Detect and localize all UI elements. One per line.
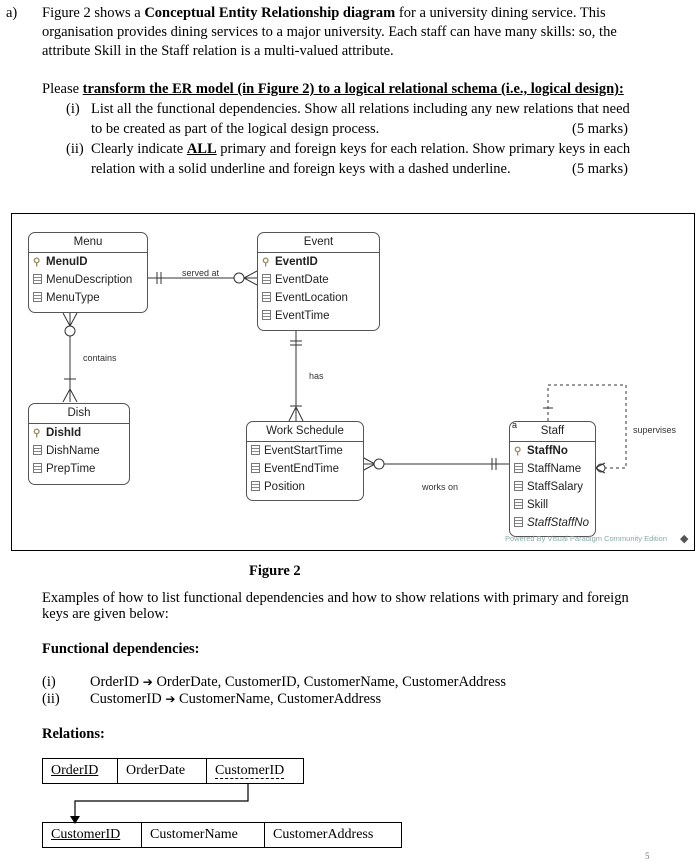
- order-relation: [42, 758, 304, 784]
- label-has: has: [309, 371, 324, 381]
- intro-line-3: attribute Skill in the Staff relation is a multi-valued attribute.: [42, 43, 394, 59]
- order-pk-cell: OrderID: [43, 759, 118, 783]
- staff-attribute: StaffName: [510, 460, 595, 478]
- key-icon: ⚲: [262, 257, 270, 268]
- sub-question-ii-marks: (5 marks): [572, 161, 628, 177]
- key-icon: ⚲: [514, 446, 522, 457]
- entity-work-schedule-title: Work Schedule: [247, 422, 363, 442]
- attribute-icon: [514, 481, 523, 491]
- er-diagram-figure: [11, 213, 695, 551]
- work-schedule-attribute: Position: [247, 478, 363, 496]
- event-attribute: EventLocation: [258, 289, 379, 307]
- staff-corner-mark: a: [512, 420, 518, 430]
- dish-attribute: PrepTime: [29, 460, 129, 478]
- foreign-key-arrow: [60, 783, 260, 825]
- customer-relation: [42, 822, 402, 848]
- examples-intro-line-2: keys are given below:: [42, 606, 169, 622]
- attribute-icon: [262, 310, 271, 320]
- watermark: Powered By Visual Paradigm Community Edition: [505, 534, 668, 543]
- customer-pk-cell: CustomerID: [43, 823, 142, 847]
- work-schedule-attribute: EventEndTime: [247, 460, 363, 478]
- dish-primary-key: ⚲ DishId: [29, 424, 129, 442]
- entity-staff[interactable]: [509, 421, 596, 537]
- entity-menu-title: Menu: [29, 233, 147, 253]
- sub-question-ii-number: (ii): [66, 141, 84, 157]
- attribute-icon: [514, 463, 523, 473]
- entity-menu[interactable]: [28, 232, 148, 313]
- sub-question-i-line-2: to be created as part of the logical design process.: [91, 121, 380, 137]
- menu-attribute: MenuType: [29, 289, 147, 307]
- label-served-at: served at: [182, 268, 220, 278]
- attribute-icon: [33, 463, 42, 473]
- label-works-on: works on: [422, 482, 459, 492]
- customer-attr-cell: CustomerName: [142, 823, 265, 847]
- attribute-icon: [33, 292, 42, 302]
- relations-heading: Relations:: [42, 726, 105, 742]
- sub-question-i-marks: (5 marks): [572, 121, 628, 137]
- order-fk-cell: CustomerID: [215, 763, 285, 778]
- attribute-icon: [251, 481, 260, 491]
- customer-attr-cell: CustomerAddress: [273, 827, 374, 842]
- staff-primary-key: ⚲ StaffNo: [510, 442, 595, 460]
- event-attribute: EventDate: [258, 271, 379, 289]
- dish-attribute: DishName: [29, 442, 129, 460]
- figure-caption: Figure 2: [249, 563, 301, 579]
- all-keys-emphasis: ALL: [186, 141, 217, 157]
- entity-dish[interactable]: [28, 403, 130, 485]
- sub-question-i-line-1: List all the functional dependencies. Show all relations including any new relations that need: [91, 101, 630, 117]
- attribute-icon: [33, 274, 42, 284]
- question-label: a): [6, 5, 18, 21]
- fd-1-number: (i): [42, 674, 56, 690]
- order-attr-cell: OrderDate: [118, 759, 207, 783]
- attribute-icon: [251, 445, 260, 455]
- visual-paradigm-logo-icon: ◆: [680, 533, 689, 545]
- menu-attribute: MenuDescription: [29, 271, 147, 289]
- task-instruction: Please transform the ER model (in Figure 2) to a logical relational schema (i.e., logical design):: [42, 81, 624, 97]
- fd-heading: Functional dependencies:: [42, 641, 200, 657]
- work-schedule-attribute: EventStartTime: [247, 442, 363, 460]
- label-contains: contains: [83, 353, 117, 363]
- label-supervises: supervises: [633, 425, 677, 435]
- attribute-icon: [514, 499, 523, 509]
- attribute-icon: [262, 274, 271, 284]
- foreign-key-icon: [514, 517, 523, 527]
- examples-intro-line-1: Examples of how to list functional dependencies and how to show relations with primary and foreign: [42, 590, 629, 606]
- conceptual-erd-term: Conceptual Entity Relationship diagram: [144, 5, 396, 21]
- menu-primary-key: ⚲ MenuID: [29, 253, 147, 271]
- attribute-icon: [262, 292, 271, 302]
- arrow-right-icon: ➔: [165, 692, 176, 706]
- event-attribute: EventTime: [258, 307, 379, 325]
- staff-attribute: Skill: [510, 496, 595, 514]
- entity-staff-title: Staff: [510, 422, 595, 442]
- fd-2-number: (ii): [42, 691, 60, 707]
- entity-dish-title: Dish: [29, 404, 129, 424]
- entity-event-title: Event: [258, 233, 379, 253]
- staff-attribute: StaffSalary: [510, 478, 595, 496]
- intro-line-1: Figure 2 shows a Conceptual Entity Relationship diagram for a university dining service. This: [42, 5, 606, 21]
- key-icon: ⚲: [33, 257, 41, 268]
- arrow-right-icon: ➔: [142, 675, 153, 689]
- event-primary-key: ⚲ EventID: [258, 253, 379, 271]
- attribute-icon: [251, 463, 260, 473]
- page-number: 5: [645, 851, 650, 861]
- entity-event[interactable]: [257, 232, 380, 331]
- intro-line-2: organisation provides dining services to a major university. Each staff can have many skills: so, the: [42, 24, 617, 40]
- fd-1: OrderID ➔ OrderDate, CustomerID, CustomerName, CustomerAddress: [90, 674, 506, 690]
- key-icon: ⚲: [33, 428, 41, 439]
- fd-2: CustomerID ➔ CustomerName, CustomerAddress: [90, 691, 382, 707]
- sub-question-i-number: (i): [66, 101, 80, 117]
- attribute-icon: [33, 445, 42, 455]
- sub-question-ii-line-2: relation with a solid underline and foreign keys with a dashed underline.: [91, 161, 511, 177]
- staff-foreign-key: StaffStaffNo: [510, 514, 595, 532]
- sub-question-ii-line-1: Clearly indicate ALL primary and foreign keys for each relation. Show primary keys in each: [91, 141, 631, 157]
- entity-work-schedule[interactable]: [246, 421, 364, 501]
- task-instruction-bold: transform the ER model (in Figure 2) to a logical relational schema (i.e., logical design):: [82, 81, 624, 97]
